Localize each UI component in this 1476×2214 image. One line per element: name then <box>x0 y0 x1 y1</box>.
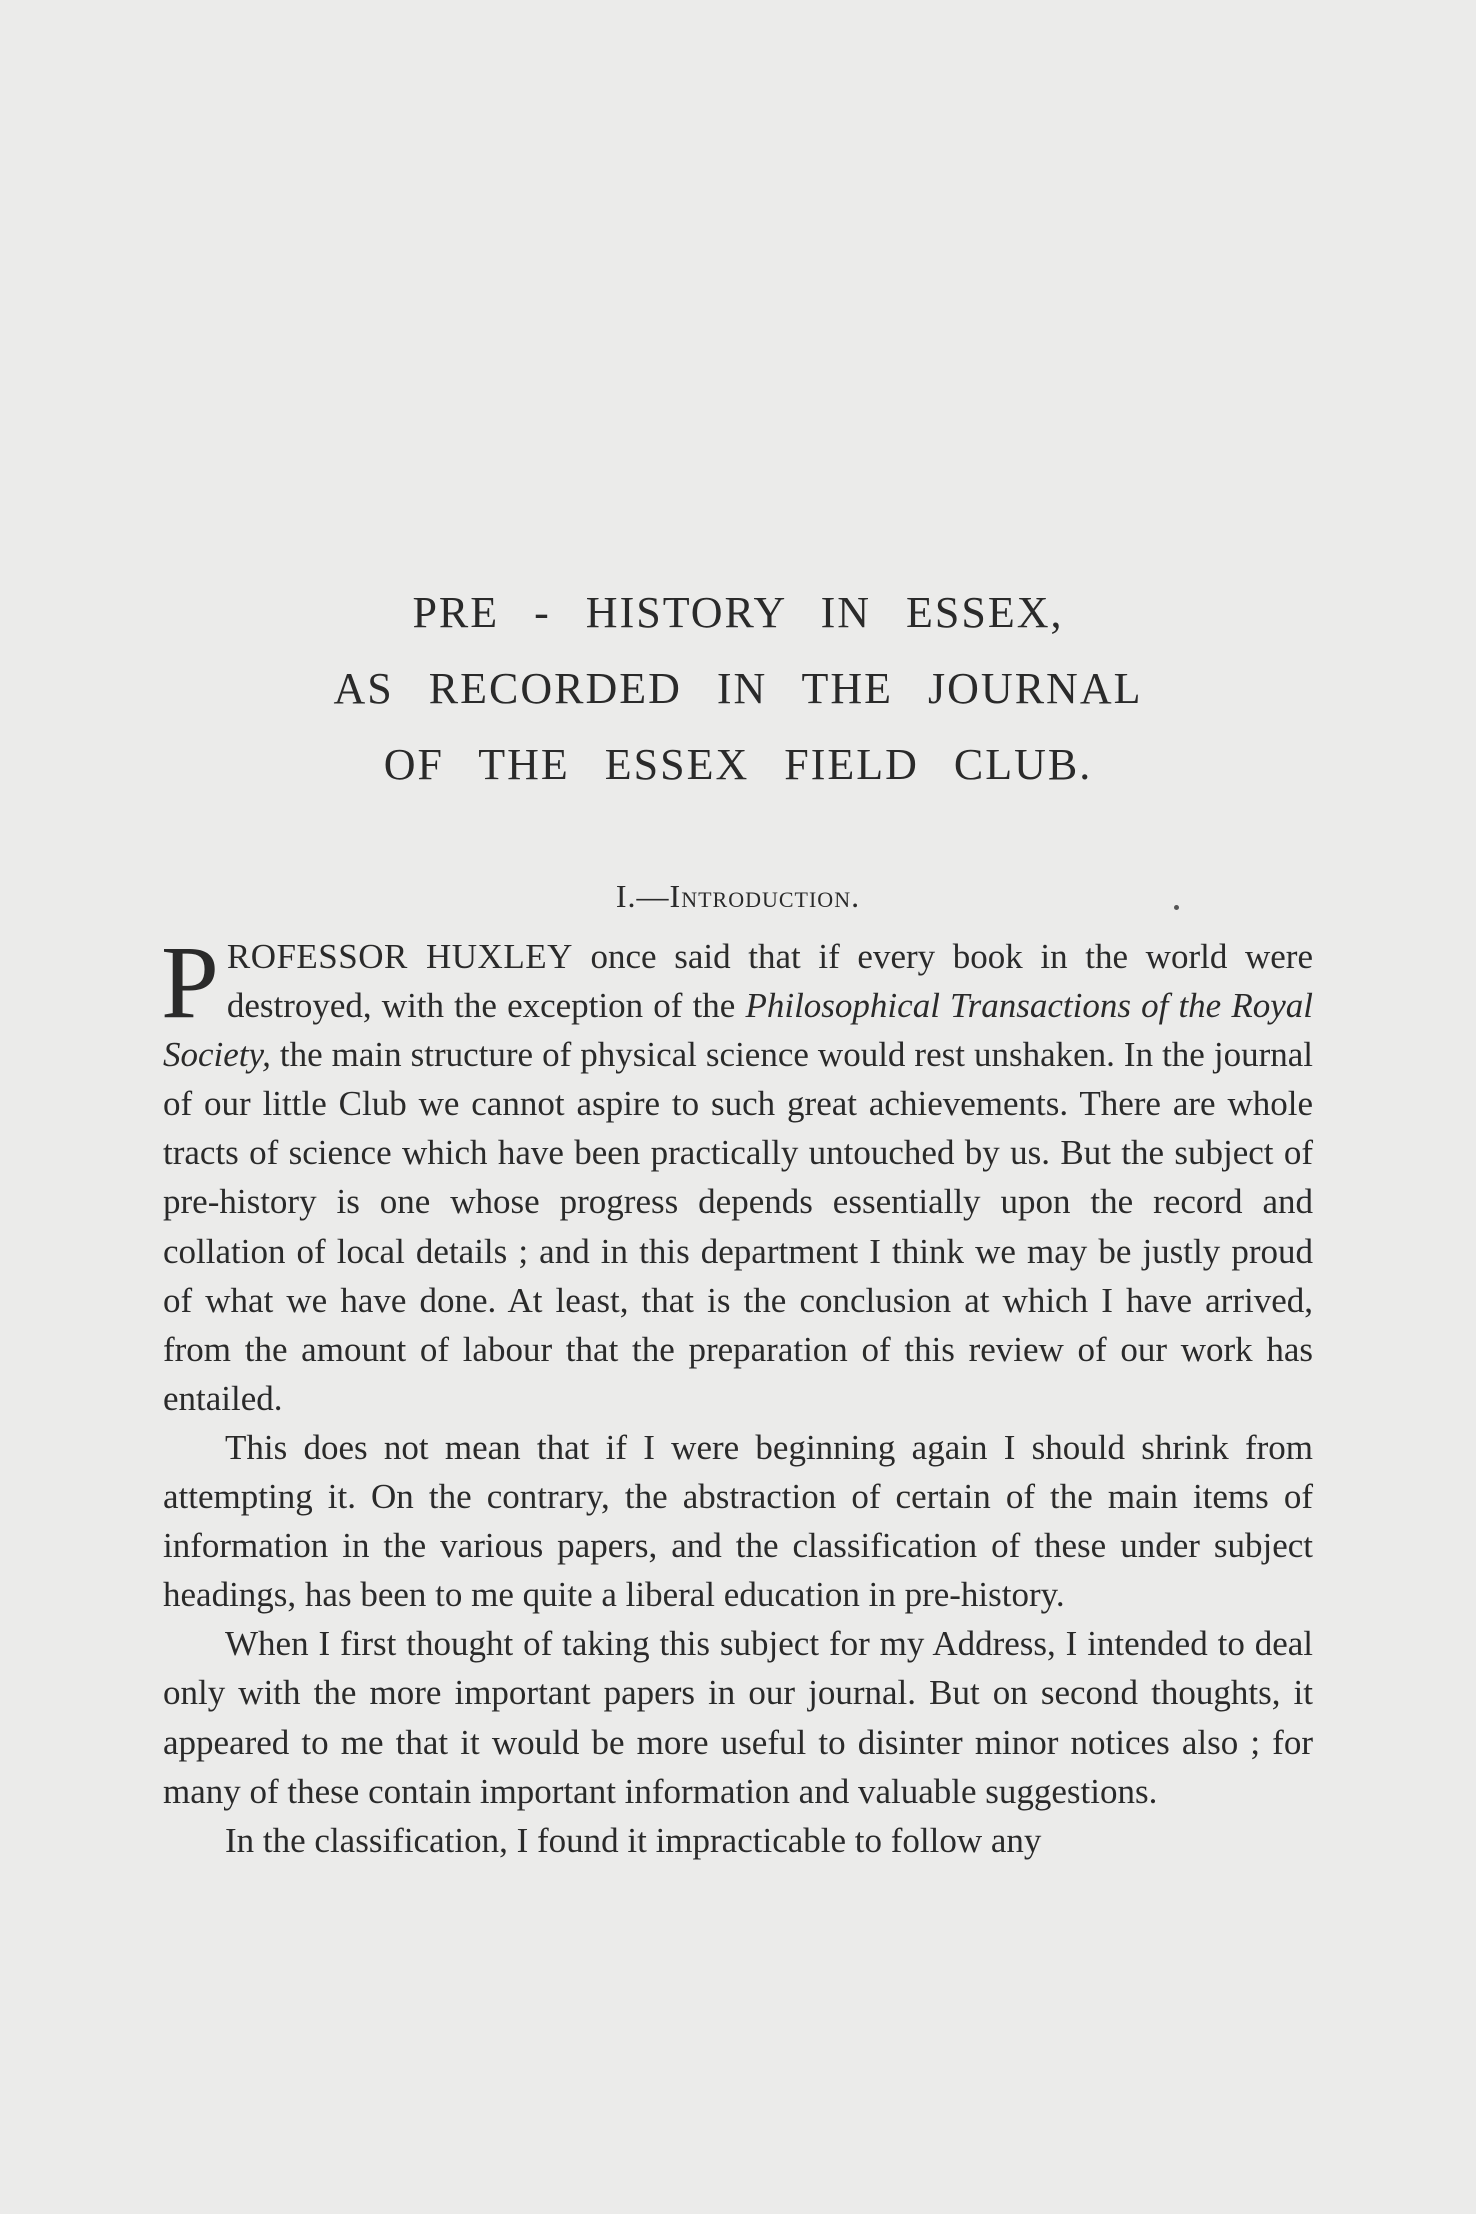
title-line-3: OF THE ESSEX FIELD CLUB. <box>383 740 1093 789</box>
paragraph-1 <box>161 925 1313 1423</box>
title-line-2: AS RECORDED IN THE JOURNAL <box>333 664 1143 713</box>
section-heading: I.—Introduction. <box>615 878 861 914</box>
lead-in-text: ROFESSOR HUXLEY <box>226 937 573 976</box>
drop-cap: P <box>161 925 219 1040</box>
paragraph-3: When I first thought of taking this subject for my Address, I intended to deal only with the more important papers in our journal. But on second thoughts, it appeared to me that it would be more useful to disinter minor notices also ; for many of these contain important information and valuable suggestions. <box>163 1624 1313 1811</box>
paragraph-1-text-b: the main structure of physical science would rest unshaken. In the journal of our little Club we cannot aspire to such great achievements. There are whole tracts of science which have been practically untouched by us. But the subject of pre-history is one whose progress depends essentially upon the record and collation of local details ; and in this department I think we may be justly proud of what we have done. At least, that is the conclusion at which I have arrived, from the amount of labour that the preparation of this review of our work has entailed. <box>163 1035 1313 1418</box>
title-line-1: PRE - HISTORY IN ESSEX, <box>412 588 1064 637</box>
ink-speck <box>1174 905 1179 910</box>
body-text <box>161 925 1313 1865</box>
paragraph-2: This does not mean that if I were beginning again I should shrink from attempting it. On the contrary, the abstraction of certain of the main items of information in the various papers, and the classification of these under subject headings, has been to me quite a liberal education in pre-history. <box>163 1427 1313 1615</box>
paragraph-1-text-a: once said that if every book in the world were destroyed, with the exception of the <box>226 937 1313 1026</box>
italic-publication-title: Philosophical Transactions of the Royal Society, <box>163 986 1313 1075</box>
paragraph-4: In the classification, I found it impracticable to follow any <box>225 1820 1042 1860</box>
document-title <box>0 588 1476 816</box>
